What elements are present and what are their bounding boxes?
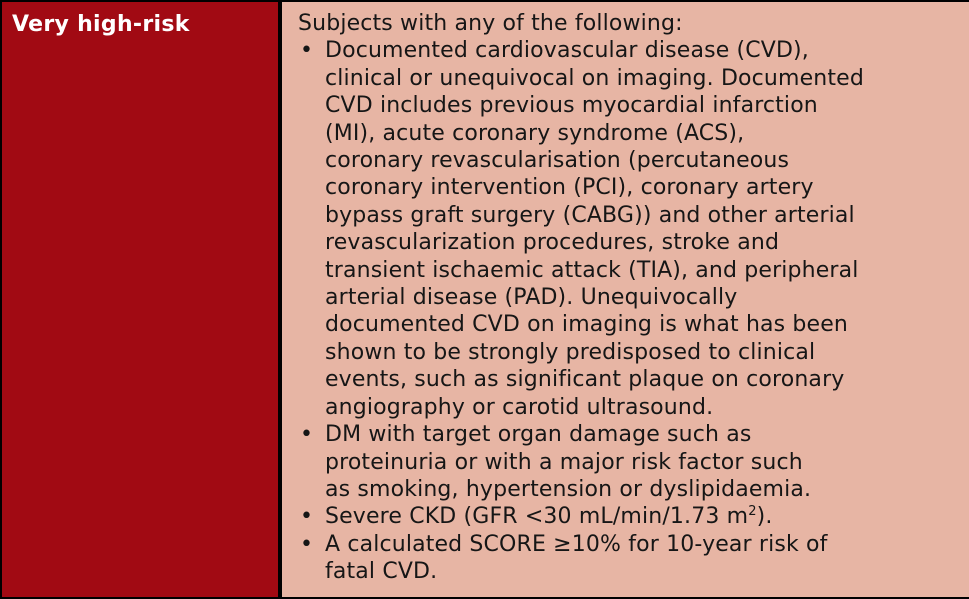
ckd-text: Severe CKD (GFR <30 mL/min/1.73 m xyxy=(325,504,749,530)
criteria-line: shown to be strongly predisposed to clinical xyxy=(325,339,816,365)
bullet-icon xyxy=(300,37,314,64)
bullet-icon xyxy=(300,531,314,558)
criteria-line: fatal CVD. xyxy=(325,559,438,585)
criteria-line: Documented cardiovascular disease (CVD), xyxy=(325,38,809,64)
superscript-two: 2 xyxy=(748,504,757,520)
criteria-line: angiography or carotid ultrasound. xyxy=(325,394,714,420)
criteria-line: bypass graft surgery (CABG)) and other arterial xyxy=(325,202,855,228)
criteria-line: coronary revascularisation (percutaneous xyxy=(325,148,790,174)
criteria-line: transient ischaemic attack (TIA), and peripheral xyxy=(325,257,859,283)
criteria-item-cvd xyxy=(298,37,959,421)
bullet-icon xyxy=(300,421,314,448)
criteria-line: as smoking, hypertension or dyslipidaemia. xyxy=(325,476,812,502)
criteria-line: events, such as significant plaque on coronary xyxy=(325,367,845,393)
criteria-list xyxy=(298,37,959,585)
criteria-line: arterial disease (PAD). Unequivocally xyxy=(325,285,738,311)
criteria-line: DM with target organ damage such as xyxy=(325,422,752,448)
criteria-line: A calculated SCORE ≥10% for 10-year risk of xyxy=(325,531,828,557)
risk-category-label: Very high-risk xyxy=(12,12,190,37)
risk-category-cell xyxy=(2,2,278,597)
criteria-line: (MI), acute coronary syndrome (ACS), xyxy=(325,120,745,146)
criteria-line: coronary intervention (PCI), coronary artery xyxy=(325,175,814,201)
criteria-intro: Subjects with any of the following: xyxy=(298,11,683,36)
criteria-cell xyxy=(282,2,969,597)
ckd-text-end: ). xyxy=(756,504,773,530)
criteria-item-score xyxy=(298,531,959,586)
criteria-line: documented CVD on imaging is what has been xyxy=(325,312,848,338)
bullet-icon xyxy=(300,503,314,530)
criteria-line: CVD includes previous myocardial infarction xyxy=(325,93,818,119)
criteria-line: clinical or unequivocal on imaging. Documented xyxy=(325,65,864,91)
criteria-line: proteinuria or with a major risk factor such xyxy=(325,449,803,475)
criteria-item-dm xyxy=(298,421,959,503)
criteria-line xyxy=(325,503,959,530)
criteria-item-ckd xyxy=(298,503,959,530)
criteria-line: revascularization procedures, stroke and xyxy=(325,230,780,256)
